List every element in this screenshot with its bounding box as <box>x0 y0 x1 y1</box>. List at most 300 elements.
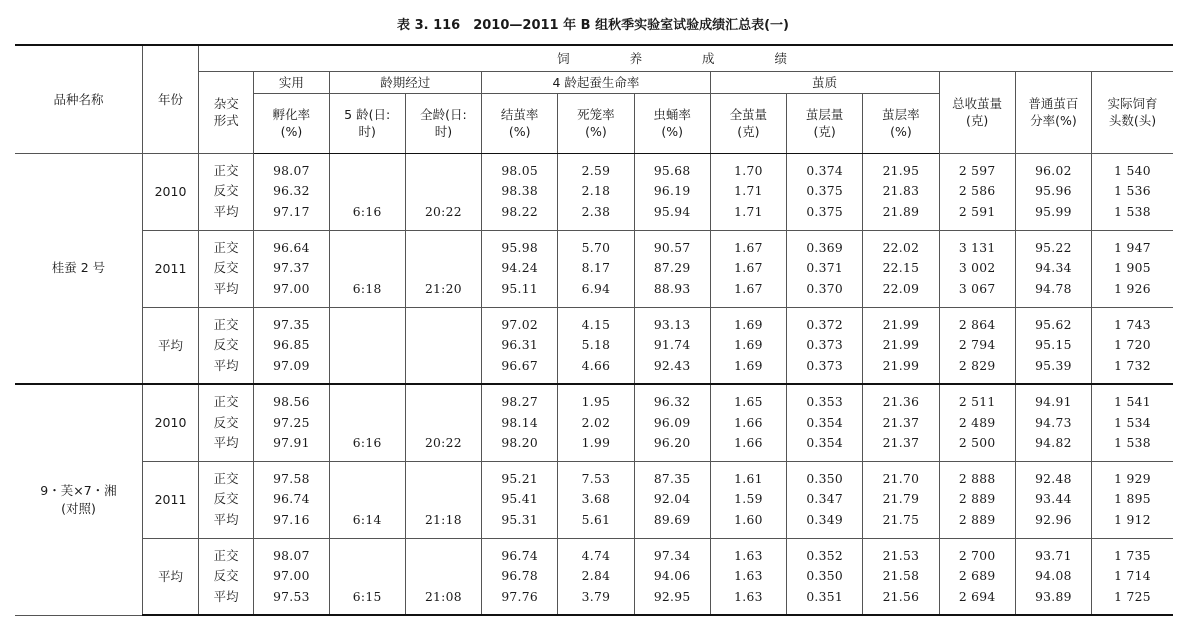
normal-pct-value: 93.44 <box>1035 492 1072 507</box>
shell-rate-value: 21.83 <box>882 184 920 199</box>
table-row <box>15 230 1173 307</box>
shell-weight-value: 0.349 <box>806 512 844 527</box>
header-normal-pct: 普通茧百分率(%) <box>1015 71 1091 153</box>
normal-pct-cell <box>1015 307 1091 384</box>
cross-type-label: 反交 <box>213 261 239 276</box>
header-cocoon-quality: 茧质 <box>710 71 939 93</box>
normal-pct-value: 92.96 <box>1035 512 1072 527</box>
age5-value <box>330 546 405 567</box>
hatch-value: 96.64 <box>273 240 310 255</box>
shell-rate-value: 21.37 <box>882 436 920 450</box>
age5-value <box>330 392 405 413</box>
cross-type-label: 反交 <box>213 415 239 430</box>
table-row <box>15 153 1173 230</box>
cocoon-rate-value: 97.76 <box>501 589 539 604</box>
total-yield-value: 2 694 <box>958 589 996 604</box>
normal-pct-value: 92.48 <box>1035 471 1072 486</box>
actual-heads-value: 1 895 <box>1114 492 1151 507</box>
whole-cocoon-value: 1.66 <box>734 436 763 450</box>
year-cell: 2011 <box>142 230 198 307</box>
shell-rate-value: 21.95 <box>882 163 920 178</box>
header-shell-weight: 茧层量(克) <box>787 93 863 153</box>
shell-weight-value: 0.370 <box>806 281 844 296</box>
actual-heads-value: 1 534 <box>1114 415 1151 430</box>
table-row <box>15 461 1173 538</box>
pupa-rate-cell <box>634 384 710 461</box>
cross-type-cell <box>199 307 254 384</box>
shell-weight-value: 0.373 <box>806 338 844 352</box>
shell-rate-value: 22.15 <box>882 261 920 276</box>
total-yield-value: 3 131 <box>958 240 996 255</box>
total-age-value <box>406 181 481 202</box>
hatch-value: 98.56 <box>273 395 310 409</box>
whole-cocoon-cell <box>710 153 786 230</box>
shell-rate-cell <box>863 461 939 538</box>
table-caption: 表 3. 116 2010—2011 年 B 组秋季实验室试验成绩汇总表(一) <box>397 18 789 33</box>
total-age-value <box>406 335 481 356</box>
age5-value <box>330 258 405 279</box>
pupa-rate-value: 91.74 <box>653 338 691 352</box>
shell-weight-cell <box>787 384 863 461</box>
total-age-value <box>406 469 481 490</box>
cocoon-rate-value: 98.20 <box>501 436 539 450</box>
shell-weight-value: 0.372 <box>806 317 844 332</box>
header-practical: 实用 <box>254 71 329 93</box>
year-cell: 平均 <box>142 307 198 384</box>
hatch-value: 97.00 <box>273 281 310 296</box>
cocoon-rate-value: 97.02 <box>501 317 539 332</box>
total-yield-value: 2 889 <box>958 492 996 507</box>
shell-rate-value: 21.56 <box>882 589 920 604</box>
hatch-cell <box>254 153 329 230</box>
age5-cell <box>329 307 405 384</box>
hatch-value: 97.17 <box>273 204 310 219</box>
normal-pct-cell <box>1015 153 1091 230</box>
cross-type-label: 平均 <box>213 204 239 219</box>
hatch-value: 98.07 <box>273 548 310 563</box>
whole-cocoon-value: 1.69 <box>734 338 763 352</box>
normal-pct-value: 94.73 <box>1035 415 1072 430</box>
age5-value: 6:16 <box>352 204 382 219</box>
death-cage-cell <box>558 307 634 384</box>
hatch-cell <box>254 230 329 307</box>
hatch-value: 97.00 <box>273 569 310 583</box>
hatch-value: 96.85 <box>273 338 310 352</box>
cocoon-rate-cell <box>482 307 558 384</box>
shell-rate-value: 21.58 <box>882 569 920 583</box>
pupa-rate-cell <box>634 461 710 538</box>
pupa-rate-value: 95.94 <box>653 204 691 219</box>
total-age-value <box>406 356 481 377</box>
actual-heads-value: 1 743 <box>1114 317 1151 332</box>
cross-type-label: 正交 <box>213 317 239 332</box>
pupa-rate-value: 92.43 <box>653 358 691 373</box>
cross-type-label: 反交 <box>213 338 239 352</box>
total-yield-value: 2 489 <box>958 415 996 430</box>
pupa-rate-value: 92.04 <box>653 492 691 507</box>
normal-pct-value: 95.39 <box>1035 358 1072 373</box>
death-cage-value: 5.18 <box>581 338 611 352</box>
pupa-rate-value: 96.19 <box>653 184 691 199</box>
pupa-rate-value: 94.06 <box>653 569 691 583</box>
cross-type-label: 平均 <box>213 358 239 373</box>
pupa-rate-value: 87.29 <box>653 261 691 276</box>
cross-type-label: 平均 <box>213 512 239 527</box>
year-cell: 2011 <box>142 461 198 538</box>
age5-value <box>330 469 405 490</box>
death-cage-value: 2.02 <box>581 415 611 430</box>
whole-cocoon-value: 1.63 <box>734 548 763 563</box>
shell-weight-cell <box>787 230 863 307</box>
normal-pct-value: 95.99 <box>1035 204 1072 219</box>
whole-cocoon-value: 1.63 <box>734 569 763 583</box>
shell-weight-cell <box>787 307 863 384</box>
actual-heads-value: 1 905 <box>1114 261 1151 276</box>
shell-weight-value: 0.351 <box>806 589 844 604</box>
total-yield-value: 3 002 <box>958 261 996 276</box>
actual-heads-value: 1 720 <box>1114 338 1151 352</box>
header-duration: 龄期经过 <box>329 71 482 93</box>
pupa-rate-value: 96.09 <box>653 415 691 430</box>
shell-weight-cell <box>787 461 863 538</box>
actual-heads-value: 1 536 <box>1114 184 1151 199</box>
total-age-value <box>406 161 481 182</box>
cross-type-label: 平均 <box>213 281 239 296</box>
total-yield-value: 2 511 <box>958 395 996 409</box>
hatch-value: 97.35 <box>273 317 310 332</box>
cross-type-label: 正交 <box>213 548 239 563</box>
shell-rate-value: 21.79 <box>882 492 920 507</box>
death-cage-cell <box>558 153 634 230</box>
cocoon-rate-value: 95.31 <box>501 512 539 527</box>
hatch-value: 96.74 <box>273 492 310 507</box>
total-age-cell <box>405 461 481 538</box>
normal-pct-value: 94.91 <box>1035 395 1072 409</box>
total-yield-value: 3 067 <box>958 281 996 296</box>
total-age-cell <box>405 230 481 307</box>
total-yield-cell <box>939 230 1015 307</box>
actual-heads-cell <box>1092 538 1173 615</box>
normal-pct-value: 94.82 <box>1035 436 1072 450</box>
death-cage-value: 2.38 <box>581 204 611 219</box>
total-yield-value: 2 700 <box>958 548 996 563</box>
header-variety: 品种名称 <box>15 45 142 153</box>
pupa-rate-value: 96.20 <box>653 436 691 450</box>
total-yield-value: 2 794 <box>958 338 996 352</box>
shell-rate-value: 21.99 <box>882 317 920 332</box>
death-cage-value: 8.17 <box>581 261 611 276</box>
hatch-cell <box>254 384 329 461</box>
age5-cell <box>329 461 405 538</box>
total-yield-value: 2 597 <box>958 163 996 178</box>
hatch-value: 96.32 <box>273 184 310 199</box>
age5-value: 6:18 <box>352 281 382 296</box>
cross-type-cell <box>199 230 254 307</box>
total-age-value <box>406 315 481 336</box>
normal-pct-value: 93.89 <box>1035 589 1072 604</box>
shell-rate-cell <box>863 230 939 307</box>
pupa-rate-value: 96.32 <box>653 395 691 409</box>
whole-cocoon-value: 1.67 <box>734 261 763 276</box>
age5-value: 6:15 <box>352 589 382 604</box>
header-rearing: 饲 养 成 绩 <box>199 45 1173 71</box>
cross-type-cell <box>199 461 254 538</box>
hatch-cell <box>254 461 329 538</box>
header-hatch: 孵化率(%) <box>254 93 329 153</box>
header-survival: 4 龄起蚕生命率 <box>482 71 711 93</box>
age5-value <box>330 356 405 377</box>
year-cell: 2010 <box>142 384 198 461</box>
shell-weight-value: 0.350 <box>806 569 844 583</box>
normal-pct-cell <box>1015 230 1091 307</box>
header-total-age: 全龄(日:时) <box>405 93 481 153</box>
cocoon-rate-value: 94.24 <box>501 261 539 276</box>
cross-type-cell <box>199 153 254 230</box>
table-row <box>15 538 1173 615</box>
cocoon-rate-value: 95.11 <box>501 281 539 296</box>
normal-pct-value: 95.62 <box>1035 317 1072 332</box>
whole-cocoon-value: 1.65 <box>734 395 763 409</box>
death-cage-cell <box>558 538 634 615</box>
shell-rate-cell <box>863 153 939 230</box>
age5-value <box>330 315 405 336</box>
cocoon-rate-cell <box>482 384 558 461</box>
total-yield-value: 2 864 <box>958 317 996 332</box>
age5-value <box>330 335 405 356</box>
death-cage-value: 2.84 <box>581 569 611 583</box>
cocoon-rate-value: 98.38 <box>501 184 539 199</box>
hatch-value: 97.91 <box>273 436 310 450</box>
total-yield-cell <box>939 538 1015 615</box>
normal-pct-value: 94.08 <box>1035 569 1072 583</box>
shell-weight-value: 0.369 <box>806 240 844 255</box>
whole-cocoon-value: 1.67 <box>734 240 763 255</box>
cross-type-label: 正交 <box>213 163 239 178</box>
cocoon-rate-cell <box>482 230 558 307</box>
cocoon-rate-cell <box>482 153 558 230</box>
total-age-value: 21:08 <box>424 589 462 604</box>
shell-rate-value: 21.53 <box>882 548 920 563</box>
normal-pct-value: 94.78 <box>1035 281 1072 296</box>
cross-type-label: 正交 <box>213 240 239 255</box>
shell-weight-value: 0.374 <box>806 163 844 178</box>
actual-heads-value: 1 714 <box>1114 569 1151 583</box>
shell-rate-value: 21.89 <box>882 204 920 219</box>
total-age-value <box>406 546 481 567</box>
normal-pct-cell <box>1015 461 1091 538</box>
cocoon-rate-value: 96.67 <box>501 358 539 373</box>
total-yield-cell <box>939 307 1015 384</box>
total-yield-value: 2 586 <box>958 184 996 199</box>
whole-cocoon-value: 1.59 <box>734 492 763 507</box>
total-yield-value: 2 500 <box>958 436 996 450</box>
year-cell: 2010 <box>142 153 198 230</box>
pupa-rate-cell <box>634 307 710 384</box>
age5-value: 6:16 <box>352 436 382 450</box>
total-yield-value: 2 829 <box>958 358 996 373</box>
shell-weight-value: 0.375 <box>806 204 844 219</box>
normal-pct-value: 95.96 <box>1035 184 1072 199</box>
death-cage-value: 2.59 <box>581 163 611 178</box>
shell-rate-value: 21.99 <box>882 358 920 373</box>
shell-rate-cell <box>863 384 939 461</box>
cross-type-cell <box>199 538 254 615</box>
actual-heads-cell <box>1092 153 1173 230</box>
hatch-value: 97.58 <box>273 471 310 486</box>
actual-heads-value: 1 912 <box>1114 512 1151 527</box>
cocoon-rate-value: 96.74 <box>501 548 539 563</box>
death-cage-value: 4.74 <box>581 548 611 563</box>
header-actual-heads: 实际饲育头数(头) <box>1092 71 1173 153</box>
cocoon-rate-value: 96.31 <box>501 338 539 352</box>
death-cage-value: 4.15 <box>581 317 611 332</box>
table-row <box>15 307 1173 384</box>
cocoon-rate-value: 95.98 <box>501 240 539 255</box>
pupa-rate-value: 88.93 <box>653 281 691 296</box>
cross-type-cell <box>199 384 254 461</box>
actual-heads-value: 1 926 <box>1114 281 1151 296</box>
header-total-yield: 总收茧量(克) <box>939 71 1015 153</box>
cocoon-rate-value: 98.05 <box>501 163 539 178</box>
header-cocoon-rate: 结茧率(%) <box>482 93 558 153</box>
death-cage-value: 3.79 <box>581 589 611 604</box>
whole-cocoon-value: 1.63 <box>734 589 763 604</box>
actual-heads-value: 1 538 <box>1114 204 1151 219</box>
normal-pct-cell <box>1015 384 1091 461</box>
shell-weight-value: 0.375 <box>806 184 844 199</box>
death-cage-value: 5.61 <box>581 512 611 527</box>
total-age-value: 21:18 <box>424 512 462 527</box>
pupa-rate-cell <box>634 230 710 307</box>
shell-rate-value: 22.02 <box>882 240 920 255</box>
cocoon-rate-cell <box>482 538 558 615</box>
age5-value <box>330 566 405 587</box>
total-age-value <box>406 238 481 259</box>
hatch-value: 97.53 <box>273 589 310 604</box>
shell-weight-value: 0.353 <box>806 395 844 409</box>
normal-pct-value: 95.22 <box>1035 240 1072 255</box>
total-age-cell <box>405 384 481 461</box>
cross-type-label: 平均 <box>213 589 239 604</box>
hatch-cell <box>254 307 329 384</box>
whole-cocoon-cell <box>710 230 786 307</box>
shell-rate-cell <box>863 307 939 384</box>
death-cage-value: 3.68 <box>581 492 611 507</box>
death-cage-value: 5.70 <box>581 240 611 255</box>
whole-cocoon-value: 1.71 <box>734 204 763 219</box>
total-age-value <box>406 392 481 413</box>
whole-cocoon-value: 1.67 <box>734 281 763 296</box>
whole-cocoon-cell <box>710 307 786 384</box>
whole-cocoon-value: 1.71 <box>734 184 763 199</box>
actual-heads-value: 1 947 <box>1114 240 1151 255</box>
whole-cocoon-cell <box>710 538 786 615</box>
actual-heads-value: 1 929 <box>1114 471 1151 486</box>
year-cell: 平均 <box>142 538 198 615</box>
cocoon-rate-value: 98.22 <box>501 204 539 219</box>
death-cage-value: 6.94 <box>581 281 611 296</box>
whole-cocoon-cell <box>710 461 786 538</box>
hatch-value: 98.07 <box>273 163 310 178</box>
header-cross: 杂交形式 <box>199 71 254 153</box>
pupa-rate-value: 90.57 <box>653 240 691 255</box>
cocoon-rate-cell <box>482 461 558 538</box>
age5-value <box>330 489 405 510</box>
age5-cell <box>329 384 405 461</box>
actual-heads-value: 1 732 <box>1114 358 1151 373</box>
pupa-rate-cell <box>634 153 710 230</box>
pupa-rate-value: 95.68 <box>653 163 691 178</box>
whole-cocoon-value: 1.66 <box>734 415 763 430</box>
hatch-value: 97.09 <box>273 358 310 373</box>
shell-weight-cell <box>787 538 863 615</box>
cross-type-label: 反交 <box>213 184 239 199</box>
variety-cell: 9・芙×7・湘 (对照) <box>15 384 142 615</box>
total-age-value: 21:20 <box>424 281 462 296</box>
total-age-value <box>406 258 481 279</box>
death-cage-value: 2.18 <box>581 184 611 199</box>
shell-weight-value: 0.354 <box>806 436 844 450</box>
cross-type-label: 反交 <box>213 569 239 583</box>
whole-cocoon-value: 1.69 <box>734 317 763 332</box>
pupa-rate-value: 92.95 <box>653 589 691 604</box>
cross-type-label: 正交 <box>213 471 239 486</box>
header-age5: 5 龄(日:时) <box>329 93 405 153</box>
cocoon-rate-value: 98.14 <box>501 415 539 430</box>
total-yield-cell <box>939 384 1015 461</box>
total-yield-value: 2 888 <box>958 471 996 486</box>
cocoon-rate-value: 96.78 <box>501 569 539 583</box>
pupa-rate-value: 93.13 <box>653 317 691 332</box>
shell-weight-cell <box>787 153 863 230</box>
actual-heads-value: 1 538 <box>1114 436 1151 450</box>
cocoon-rate-value: 95.41 <box>501 492 539 507</box>
shell-rate-value: 21.37 <box>882 415 920 430</box>
cocoon-rate-value: 98.27 <box>501 395 539 409</box>
actual-heads-cell <box>1092 461 1173 538</box>
death-cage-cell <box>558 384 634 461</box>
age5-value <box>330 238 405 259</box>
shell-weight-value: 0.373 <box>806 358 844 373</box>
header-pupa-rate: 虫蛹率(%) <box>634 93 710 153</box>
whole-cocoon-value: 1.69 <box>734 358 763 373</box>
results-table <box>15 44 1173 616</box>
shell-weight-value: 0.354 <box>806 415 844 430</box>
variety-cell: 桂蚕 2 号 <box>15 153 142 384</box>
total-yield-cell <box>939 461 1015 538</box>
death-cage-value: 1.99 <box>581 436 611 450</box>
total-yield-cell <box>939 153 1015 230</box>
total-age-value <box>406 566 481 587</box>
normal-pct-cell <box>1015 538 1091 615</box>
hatch-value: 97.16 <box>273 512 310 527</box>
pupa-rate-cell <box>634 538 710 615</box>
actual-heads-cell <box>1092 230 1173 307</box>
shell-weight-value: 0.352 <box>806 548 844 563</box>
total-age-value: 20:22 <box>424 436 462 450</box>
actual-heads-value: 1 540 <box>1114 163 1151 178</box>
hatch-cell <box>254 538 329 615</box>
shell-rate-value: 21.36 <box>882 395 920 409</box>
age5-value <box>330 161 405 182</box>
header-whole-cocoon: 全茧量(克) <box>710 93 786 153</box>
header-year: 年份 <box>142 45 198 153</box>
total-age-value: 20:22 <box>424 204 462 219</box>
actual-heads-cell <box>1092 384 1173 461</box>
death-cage-cell <box>558 461 634 538</box>
age5-value <box>330 181 405 202</box>
age5-value: 6:14 <box>352 512 382 527</box>
